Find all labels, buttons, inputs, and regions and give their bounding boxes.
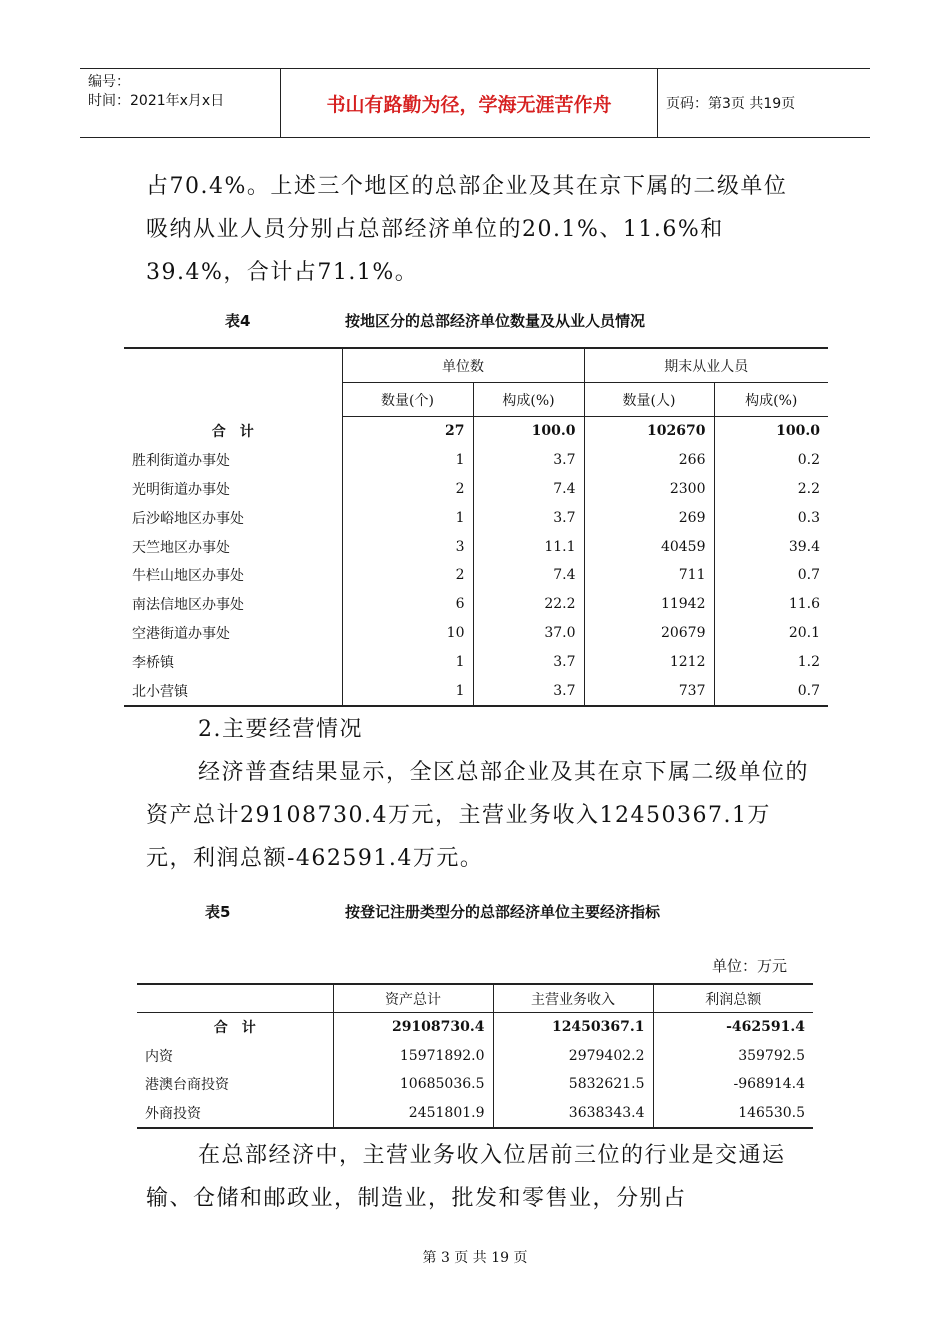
- table-row: 后沙峪地区办事处 1 3.7 269 0.3: [124, 503, 828, 532]
- section-heading: 2.主要经营情况: [198, 717, 363, 742]
- table-row: 南法信地区办事处 6 22.2 11942 11.6: [124, 590, 828, 619]
- table-row: 外商投资 2451801.9 3638343.4 146530.5: [137, 1099, 813, 1129]
- document-number-label: 编号：: [88, 74, 130, 90]
- table4-region-units: [124, 347, 828, 707]
- paragraph-results: 经济普查结果显示，全区总部企业及其在京下属二级单位的资产总计29108730.4万元，主营业务收入12450367.1万元，利润总额-462591.4万元。: [146, 760, 810, 871]
- page-header: [80, 68, 870, 138]
- table4-group-staff: 期末从业人员: [584, 348, 828, 383]
- table5-col-revenue: 主营业务收入: [493, 984, 653, 1013]
- table-row: 港澳台商投资 10685036.5 5832621.5 -968914.4: [137, 1070, 813, 1099]
- paragraph-intro: 占70.4%。上述三个地区的总部企业及其在京下属的二级单位吸纳从业人员分别占总部经济单位的20.1%、11.6%和39.4%，合计占71.1%。: [146, 174, 788, 285]
- table5-registration-type: [137, 983, 813, 1129]
- table-row: 李桥镇 1 3.7 1212 1.2: [124, 647, 828, 676]
- table-row: 空港街道办事处 10 37.0 20679 20.1: [124, 619, 828, 648]
- table-row: 北小营镇 1 3.7 737 0.7: [124, 676, 828, 706]
- table-row: 合 计 29108730.4 12450367.1 -462591.4: [137, 1013, 813, 1042]
- table-row: 合 计 27 100.0 102670 100.0: [124, 417, 828, 446]
- table4-col-staff-count: 数量(人): [584, 383, 714, 417]
- table5-label: 表5: [205, 903, 231, 921]
- table4-label: 表4: [225, 312, 251, 330]
- table5-col-assets: 资产总计: [333, 984, 493, 1013]
- table4-col-staff-share: 构成(%): [714, 383, 828, 417]
- header-motto: 书山有路勤为径，学海无涯苦作舟: [280, 69, 658, 137]
- header-meta: [88, 73, 280, 111]
- table4-col-unit-count: 数量(个): [342, 383, 473, 417]
- document-time-label: 时间：2021年x月x日: [88, 93, 225, 109]
- table4-title: 按地区分的总部经济单位数量及从业人员情况: [345, 312, 646, 330]
- table5-title: 按登记注册类型分的总部经济单位主要经济指标: [345, 903, 661, 921]
- table5-unit: 单位：万元: [712, 957, 788, 975]
- table-row: 牛栏山地区办事处 2 7.4 711 0.7: [124, 561, 828, 590]
- table4-col-unit-share: 构成(%): [473, 383, 584, 417]
- page-footer: 第 3 页 共 19 页: [422, 1250, 528, 1266]
- table-row: 胜利街道办事处 1 3.7 266 0.2: [124, 446, 828, 475]
- paragraph-industries: 在总部经济中，主营业务收入位居前三位的行业是交通运输、仓储和邮政业，制造业，批发和零售业，分别占: [146, 1143, 786, 1211]
- table-row: 天竺地区办事处 3 11.1 40459 39.4: [124, 532, 828, 561]
- table-row: 内资 15971892.0 2979402.2 359792.5: [137, 1042, 813, 1071]
- header-page-info: 页码：第3页 共19页: [666, 96, 796, 112]
- table5-header-row: [137, 984, 813, 1013]
- table5-col-profit: 利润总额: [653, 984, 813, 1013]
- table-row: 光明街道办事处 2 7.4 2300 2.2: [124, 475, 828, 504]
- table4-header-row-1: [124, 348, 828, 383]
- table4-group-units: 单位数: [342, 348, 584, 383]
